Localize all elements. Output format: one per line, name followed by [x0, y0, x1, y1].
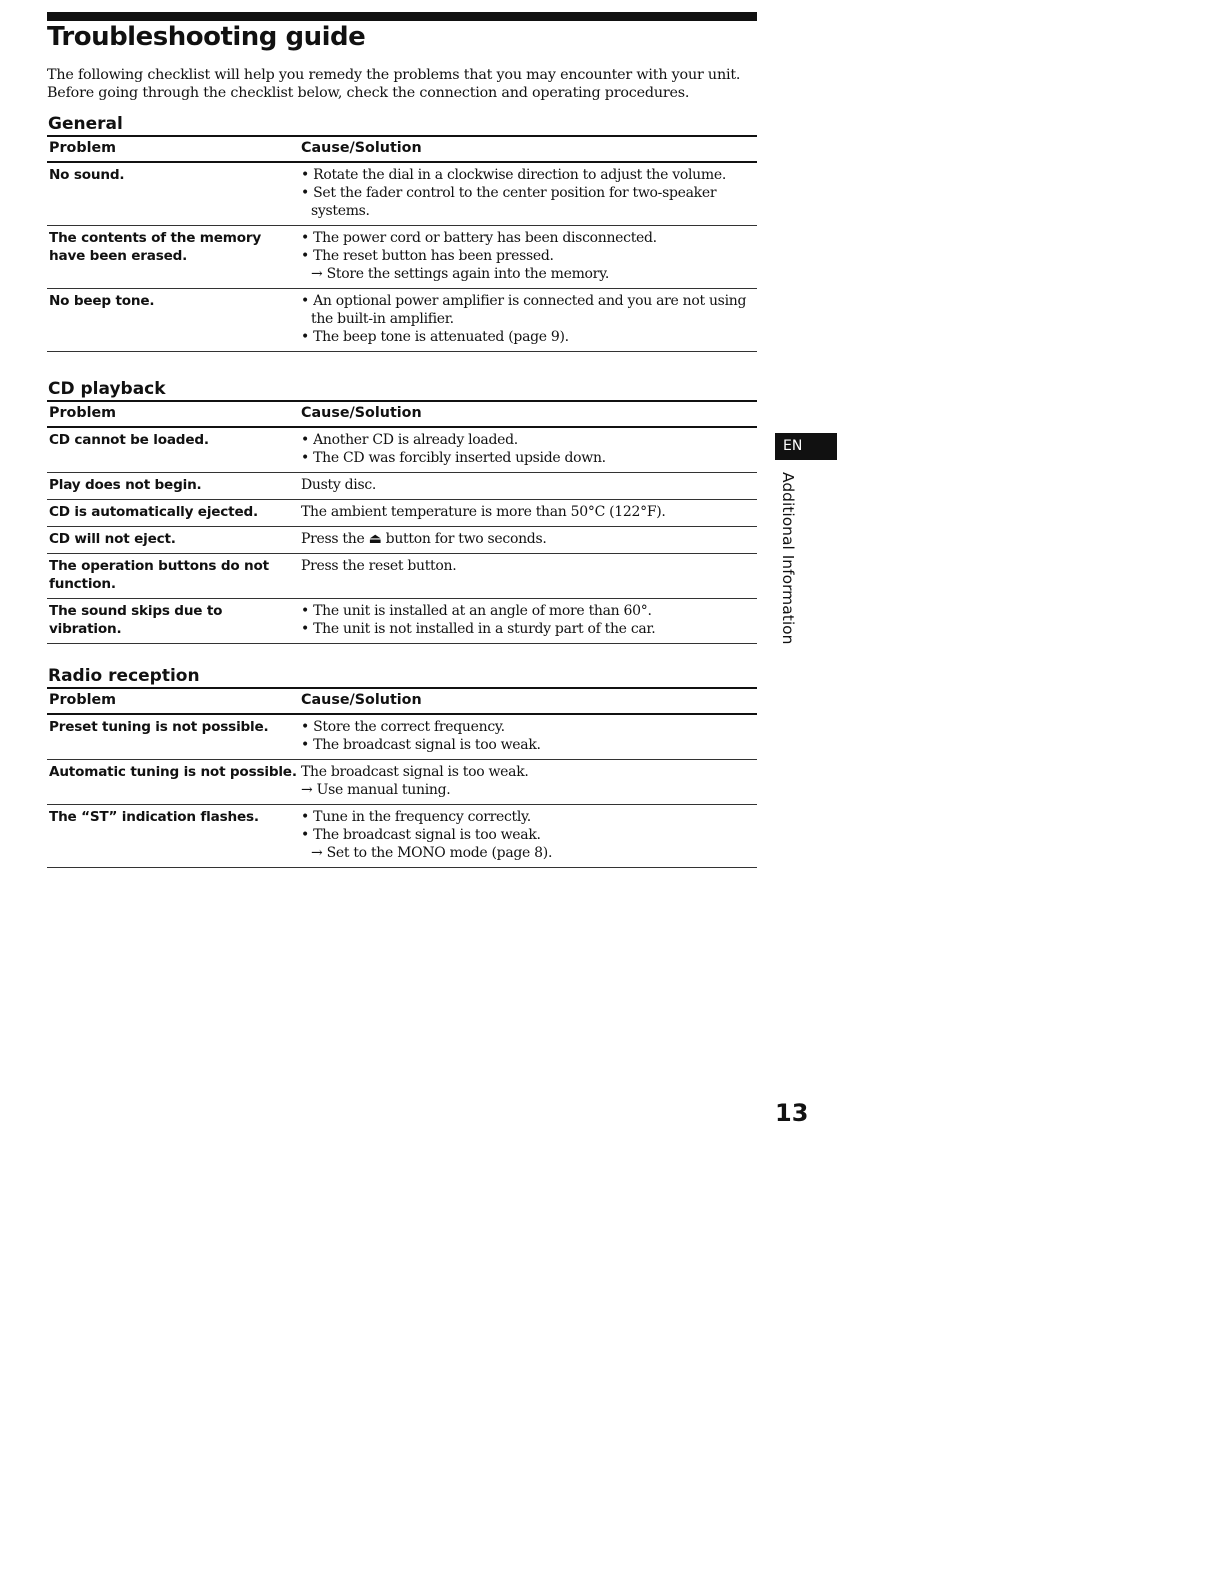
solution-line: • Store the correct frequency.: [301, 719, 505, 735]
problem-cell: Automatic tuning is not possible.: [47, 760, 299, 805]
problem-cell: No beep tone.: [47, 289, 299, 352]
solution-cell: [299, 500, 757, 527]
problem-cell: The contents of the memory have been erased.: [47, 226, 299, 289]
solution-line: • Set the fader control to the center position for two-speaker systems.: [301, 185, 717, 219]
solution-cell: [299, 805, 757, 868]
table-header-row: [47, 137, 757, 162]
problem-cell: The “ST” indication flashes.: [47, 805, 299, 868]
section-cd-playback: [47, 379, 757, 644]
header-problem: Problem: [47, 689, 299, 714]
solution-cell: [299, 473, 757, 500]
problem-cell: CD is automatically ejected.: [47, 500, 299, 527]
solution-line: • Rotate the dial in a clockwise direction to adjust the volume.: [301, 167, 727, 183]
header-cause-solution: Cause/Solution: [299, 689, 757, 714]
intro-line-2: Before going through the checklist below, check the connection and operating procedures.: [47, 85, 690, 101]
section-title: Radio reception: [48, 666, 200, 686]
solution-line: → Set to the MONO mode (page 8).: [311, 845, 553, 861]
table-row: [47, 760, 757, 805]
table-row: [47, 226, 757, 289]
solution-line: → Use manual tuning.: [301, 782, 451, 798]
table-row: [47, 427, 757, 473]
table-row: [47, 162, 757, 226]
table-row: [47, 599, 757, 644]
side-section-label: Additional Information: [779, 472, 797, 645]
header-problem: Problem: [47, 137, 299, 162]
problem-cell: CD will not eject.: [47, 527, 299, 554]
page-number: 13: [775, 1099, 809, 1127]
solution-line: Press the reset button.: [301, 558, 457, 574]
solution-line: • The broadcast signal is too weak.: [301, 737, 541, 753]
table-header-row: [47, 689, 757, 714]
table-row: [47, 714, 757, 760]
table-row: [47, 289, 757, 352]
table-row: [47, 500, 757, 527]
solution-cell: [299, 162, 757, 226]
solution-cell: [299, 554, 757, 599]
solution-cell: [299, 427, 757, 473]
intro-text: [47, 66, 767, 102]
solution-line: The ambient temperature is more than 50°C (122°F).: [301, 504, 666, 520]
solution-line: • The power cord or battery has been disconnected.: [301, 230, 657, 246]
solution-cell: [299, 289, 757, 352]
solution-line: • An optional power amplifier is connected and you are not using the built-in amplifier.: [301, 293, 747, 327]
solution-cell: [299, 714, 757, 760]
solution-line: • The broadcast signal is too weak.: [301, 827, 541, 843]
top-rule: [47, 12, 757, 21]
section-general: [47, 114, 757, 352]
section-radio-reception: [47, 666, 757, 868]
solution-line: • The unit is not installed in a sturdy part of the car.: [301, 621, 656, 637]
solution-cell: [299, 527, 757, 554]
header-problem: Problem: [47, 402, 299, 427]
general-table: [47, 137, 757, 352]
problem-cell: No sound.: [47, 162, 299, 226]
solution-line: • The unit is installed at an angle of more than 60°.: [301, 603, 652, 619]
solution-line: • The beep tone is attenuated (page 9).: [301, 329, 569, 345]
solution-line: The broadcast signal is too weak.: [301, 764, 529, 780]
problem-cell: The sound skips due to vibration.: [47, 599, 299, 644]
problem-cell: The operation buttons do not function.: [47, 554, 299, 599]
table-header-row: [47, 402, 757, 427]
solution-cell: [299, 760, 757, 805]
header-cause-solution: Cause/Solution: [299, 137, 757, 162]
section-title: CD playback: [48, 379, 166, 399]
solution-cell: [299, 226, 757, 289]
problem-cell: Play does not begin.: [47, 473, 299, 500]
section-title: General: [48, 114, 123, 134]
table-row: [47, 554, 757, 599]
table-row: [47, 473, 757, 500]
problem-cell: CD cannot be loaded.: [47, 427, 299, 473]
solution-line: • The reset button has been pressed.: [301, 248, 554, 264]
solution-cell: [299, 599, 757, 644]
solution-line: Press the ⏏ button for two seconds.: [301, 531, 547, 547]
intro-line-1: The following checklist will help you remedy the problems that you may encounter with your unit.: [47, 67, 741, 83]
solution-line: → Store the settings again into the memory.: [311, 266, 609, 282]
radio-reception-table: [47, 689, 757, 868]
language-badge: EN: [775, 433, 837, 460]
cd-playback-table: [47, 402, 757, 644]
header-cause-solution: Cause/Solution: [299, 402, 757, 427]
problem-cell: Preset tuning is not possible.: [47, 714, 299, 760]
solution-line: • Tune in the frequency correctly.: [301, 809, 531, 825]
solution-line: Dusty disc.: [301, 477, 377, 493]
table-row: [47, 805, 757, 868]
table-row: [47, 527, 757, 554]
solution-line: • The CD was forcibly inserted upside down.: [301, 450, 606, 466]
page-title: Troubleshooting guide: [47, 22, 366, 52]
solution-line: • Another CD is already loaded.: [301, 432, 518, 448]
